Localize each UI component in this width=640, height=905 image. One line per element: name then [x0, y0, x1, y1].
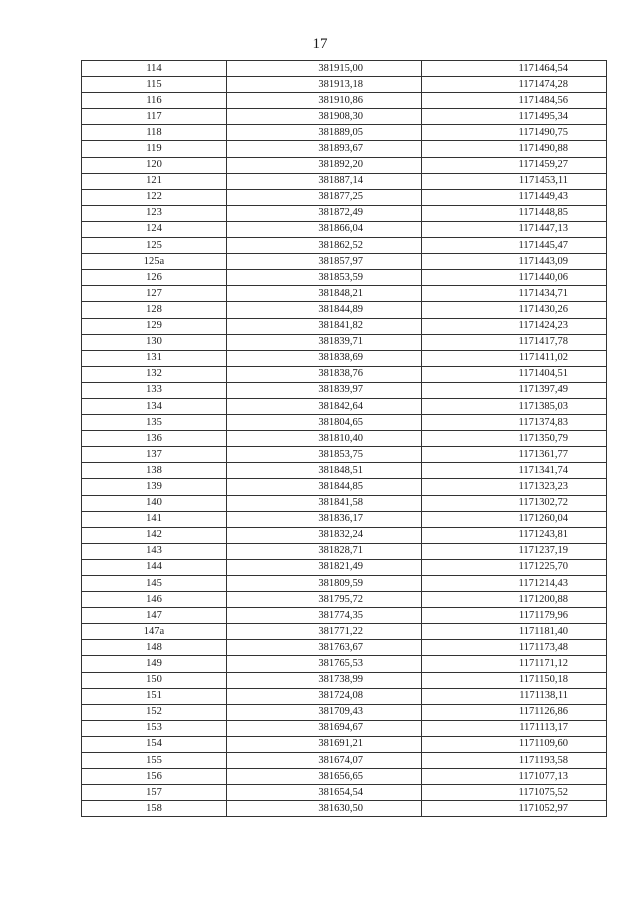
- y-coordinate-cell: 1171397,49: [422, 382, 607, 398]
- table-row: [82, 205, 607, 221]
- x-coordinate-cell: 381832,24: [227, 527, 422, 543]
- x-coordinate-cell: 381691,21: [227, 736, 422, 752]
- y-coordinate-cell: 1171323,23: [422, 479, 607, 495]
- y-coordinate-cell: 1171385,03: [422, 398, 607, 414]
- table-row: [82, 189, 607, 205]
- point-number-cell: 123: [82, 205, 227, 221]
- table-row: [82, 125, 607, 141]
- point-number-cell: 147: [82, 608, 227, 624]
- y-coordinate-cell: 1171181,40: [422, 624, 607, 640]
- x-coordinate-cell: 381828,71: [227, 543, 422, 559]
- x-coordinate-cell: 381838,69: [227, 350, 422, 366]
- point-number-cell: 120: [82, 157, 227, 173]
- point-number-cell: 116: [82, 93, 227, 109]
- x-coordinate-cell: 381841,58: [227, 495, 422, 511]
- y-coordinate-cell: 1171443,09: [422, 254, 607, 270]
- x-coordinate-cell: 381892,20: [227, 157, 422, 173]
- y-coordinate-cell: 1171225,70: [422, 559, 607, 575]
- table-row: [82, 495, 607, 511]
- table-row: [82, 559, 607, 575]
- y-coordinate-cell: 1171495,34: [422, 109, 607, 125]
- table-row: [82, 221, 607, 237]
- y-coordinate-cell: 1171138,11: [422, 688, 607, 704]
- x-coordinate-cell: 381915,00: [227, 61, 422, 77]
- table-row: [82, 254, 607, 270]
- table-row: [82, 270, 607, 286]
- point-number-cell: 145: [82, 576, 227, 592]
- y-coordinate-cell: 1171173,48: [422, 640, 607, 656]
- table-row: [82, 350, 607, 366]
- table-row: [82, 463, 607, 479]
- table-row: [82, 157, 607, 173]
- x-coordinate-cell: 381771,22: [227, 624, 422, 640]
- y-coordinate-cell: 1171113,17: [422, 720, 607, 736]
- x-coordinate-cell: 381765,53: [227, 656, 422, 672]
- point-number-cell: 124: [82, 221, 227, 237]
- table-row: [82, 93, 607, 109]
- x-coordinate-cell: 381872,49: [227, 205, 422, 221]
- x-coordinate-cell: 381821,49: [227, 559, 422, 575]
- y-coordinate-cell: 1171150,18: [422, 672, 607, 688]
- table-row: [82, 704, 607, 720]
- point-number-cell: 135: [82, 415, 227, 431]
- table-row: [82, 801, 607, 817]
- y-coordinate-cell: 1171237,19: [422, 543, 607, 559]
- y-coordinate-cell: 1171447,13: [422, 221, 607, 237]
- point-number-cell: 117: [82, 109, 227, 125]
- y-coordinate-cell: 1171424,23: [422, 318, 607, 334]
- point-number-cell: 134: [82, 398, 227, 414]
- x-coordinate-cell: 381913,18: [227, 77, 422, 93]
- y-coordinate-cell: 1171075,52: [422, 785, 607, 801]
- x-coordinate-cell: 381853,75: [227, 447, 422, 463]
- y-coordinate-cell: 1171404,51: [422, 366, 607, 382]
- y-coordinate-cell: 1171445,47: [422, 238, 607, 254]
- table-row: [82, 173, 607, 189]
- point-number-cell: 119: [82, 141, 227, 157]
- table-row: [82, 511, 607, 527]
- y-coordinate-cell: 1171193,58: [422, 753, 607, 769]
- y-coordinate-cell: 1171361,77: [422, 447, 607, 463]
- point-number-cell: 137: [82, 447, 227, 463]
- table-row: [82, 576, 607, 592]
- y-coordinate-cell: 1171448,85: [422, 205, 607, 221]
- table-row: [82, 382, 607, 398]
- y-coordinate-cell: 1171430,26: [422, 302, 607, 318]
- x-coordinate-cell: 381887,14: [227, 173, 422, 189]
- x-coordinate-cell: 381877,25: [227, 189, 422, 205]
- y-coordinate-cell: 1171302,72: [422, 495, 607, 511]
- point-number-cell: 138: [82, 463, 227, 479]
- table-row: [82, 302, 607, 318]
- x-coordinate-cell: 381674,07: [227, 753, 422, 769]
- table-row: [82, 592, 607, 608]
- y-coordinate-cell: 1171459,27: [422, 157, 607, 173]
- point-number-cell: 139: [82, 479, 227, 495]
- x-coordinate-cell: 381910,86: [227, 93, 422, 109]
- point-number-cell: 149: [82, 656, 227, 672]
- point-number-cell: 118: [82, 125, 227, 141]
- table-row: [82, 77, 607, 93]
- table-row: [82, 61, 607, 77]
- x-coordinate-cell: 381893,67: [227, 141, 422, 157]
- y-coordinate-cell: 1171490,75: [422, 125, 607, 141]
- point-number-cell: 153: [82, 720, 227, 736]
- y-coordinate-cell: 1171260,04: [422, 511, 607, 527]
- point-number-cell: 151: [82, 688, 227, 704]
- y-coordinate-cell: 1171490,88: [422, 141, 607, 157]
- x-coordinate-cell: 381857,97: [227, 254, 422, 270]
- table-row: [82, 736, 607, 752]
- point-number-cell: 150: [82, 672, 227, 688]
- point-number-cell: 115: [82, 77, 227, 93]
- y-coordinate-cell: 1171374,83: [422, 415, 607, 431]
- table-row: [82, 479, 607, 495]
- x-coordinate-cell: 381839,97: [227, 382, 422, 398]
- table-row: [82, 109, 607, 125]
- table-row: [82, 624, 607, 640]
- y-coordinate-cell: 1171484,56: [422, 93, 607, 109]
- point-number-cell: 121: [82, 173, 227, 189]
- coordinates-table: [81, 60, 607, 817]
- table-row: [82, 769, 607, 785]
- table-row: [82, 398, 607, 414]
- point-number-cell: 154: [82, 736, 227, 752]
- point-number-cell: 147a: [82, 624, 227, 640]
- table-row: [82, 431, 607, 447]
- x-coordinate-cell: 381866,04: [227, 221, 422, 237]
- x-coordinate-cell: 381908,30: [227, 109, 422, 125]
- y-coordinate-cell: 1171341,74: [422, 463, 607, 479]
- y-coordinate-cell: 1171214,43: [422, 576, 607, 592]
- table-row: [82, 608, 607, 624]
- y-coordinate-cell: 1171411,02: [422, 350, 607, 366]
- point-number-cell: 156: [82, 769, 227, 785]
- point-number-cell: 158: [82, 801, 227, 817]
- point-number-cell: 125: [82, 238, 227, 254]
- y-coordinate-cell: 1171449,43: [422, 189, 607, 205]
- y-coordinate-cell: 1171109,60: [422, 736, 607, 752]
- table-row: [82, 688, 607, 704]
- x-coordinate-cell: 381836,17: [227, 511, 422, 527]
- y-coordinate-cell: 1171417,78: [422, 334, 607, 350]
- point-number-cell: 148: [82, 640, 227, 656]
- coordinates-table-body: [82, 61, 607, 817]
- point-number-cell: 126: [82, 270, 227, 286]
- y-coordinate-cell: 1171179,96: [422, 608, 607, 624]
- y-coordinate-cell: 1171077,13: [422, 769, 607, 785]
- point-number-cell: 144: [82, 559, 227, 575]
- x-coordinate-cell: 381841,82: [227, 318, 422, 334]
- x-coordinate-cell: 381844,89: [227, 302, 422, 318]
- point-number-cell: 131: [82, 350, 227, 366]
- point-number-cell: 133: [82, 382, 227, 398]
- x-coordinate-cell: 381848,21: [227, 286, 422, 302]
- x-coordinate-cell: 381839,71: [227, 334, 422, 350]
- table-row: [82, 720, 607, 736]
- x-coordinate-cell: 381630,50: [227, 801, 422, 817]
- x-coordinate-cell: 381853,59: [227, 270, 422, 286]
- table-row: [82, 334, 607, 350]
- table-row: [82, 238, 607, 254]
- y-coordinate-cell: 1171474,28: [422, 77, 607, 93]
- table-row: [82, 447, 607, 463]
- y-coordinate-cell: 1171171,12: [422, 656, 607, 672]
- y-coordinate-cell: 1171464,54: [422, 61, 607, 77]
- y-coordinate-cell: 1171052,97: [422, 801, 607, 817]
- table-row: [82, 318, 607, 334]
- y-coordinate-cell: 1171440,06: [422, 270, 607, 286]
- point-number-cell: 114: [82, 61, 227, 77]
- y-coordinate-cell: 1171434,71: [422, 286, 607, 302]
- table-row: [82, 415, 607, 431]
- point-number-cell: 136: [82, 431, 227, 447]
- y-coordinate-cell: 1171350,79: [422, 431, 607, 447]
- table-row: [82, 543, 607, 559]
- x-coordinate-cell: 381694,67: [227, 720, 422, 736]
- y-coordinate-cell: 1171453,11: [422, 173, 607, 189]
- table-row: [82, 286, 607, 302]
- point-number-cell: 155: [82, 753, 227, 769]
- y-coordinate-cell: 1171200,88: [422, 592, 607, 608]
- x-coordinate-cell: 381838,76: [227, 366, 422, 382]
- point-number-cell: 140: [82, 495, 227, 511]
- page-number: 17: [312, 36, 328, 52]
- point-number-cell: 127: [82, 286, 227, 302]
- point-number-cell: 146: [82, 592, 227, 608]
- point-number-cell: 152: [82, 704, 227, 720]
- x-coordinate-cell: 381804,65: [227, 415, 422, 431]
- table-row: [82, 656, 607, 672]
- table-row: [82, 640, 607, 656]
- x-coordinate-cell: 381810,40: [227, 431, 422, 447]
- point-number-cell: 141: [82, 511, 227, 527]
- table-row: [82, 141, 607, 157]
- point-number-cell: 130: [82, 334, 227, 350]
- x-coordinate-cell: 381842,64: [227, 398, 422, 414]
- x-coordinate-cell: 381763,67: [227, 640, 422, 656]
- x-coordinate-cell: 381795,72: [227, 592, 422, 608]
- x-coordinate-cell: 381889,05: [227, 125, 422, 141]
- point-number-cell: 122: [82, 189, 227, 205]
- table-row: [82, 527, 607, 543]
- point-number-cell: 142: [82, 527, 227, 543]
- x-coordinate-cell: 381862,52: [227, 238, 422, 254]
- x-coordinate-cell: 381844,85: [227, 479, 422, 495]
- x-coordinate-cell: 381774,35: [227, 608, 422, 624]
- x-coordinate-cell: 381738,99: [227, 672, 422, 688]
- x-coordinate-cell: 381709,43: [227, 704, 422, 720]
- x-coordinate-cell: 381656,65: [227, 769, 422, 785]
- table-row: [82, 366, 607, 382]
- table-row: [82, 753, 607, 769]
- point-number-cell: 157: [82, 785, 227, 801]
- point-number-cell: 128: [82, 302, 227, 318]
- table-row: [82, 785, 607, 801]
- point-number-cell: 143: [82, 543, 227, 559]
- point-number-cell: 132: [82, 366, 227, 382]
- x-coordinate-cell: 381724,08: [227, 688, 422, 704]
- point-number-cell: 129: [82, 318, 227, 334]
- point-number-cell: 125a: [82, 254, 227, 270]
- x-coordinate-cell: 381654,54: [227, 785, 422, 801]
- y-coordinate-cell: 1171126,86: [422, 704, 607, 720]
- x-coordinate-cell: 381848,51: [227, 463, 422, 479]
- y-coordinate-cell: 1171243,81: [422, 527, 607, 543]
- table-row: [82, 672, 607, 688]
- x-coordinate-cell: 381809,59: [227, 576, 422, 592]
